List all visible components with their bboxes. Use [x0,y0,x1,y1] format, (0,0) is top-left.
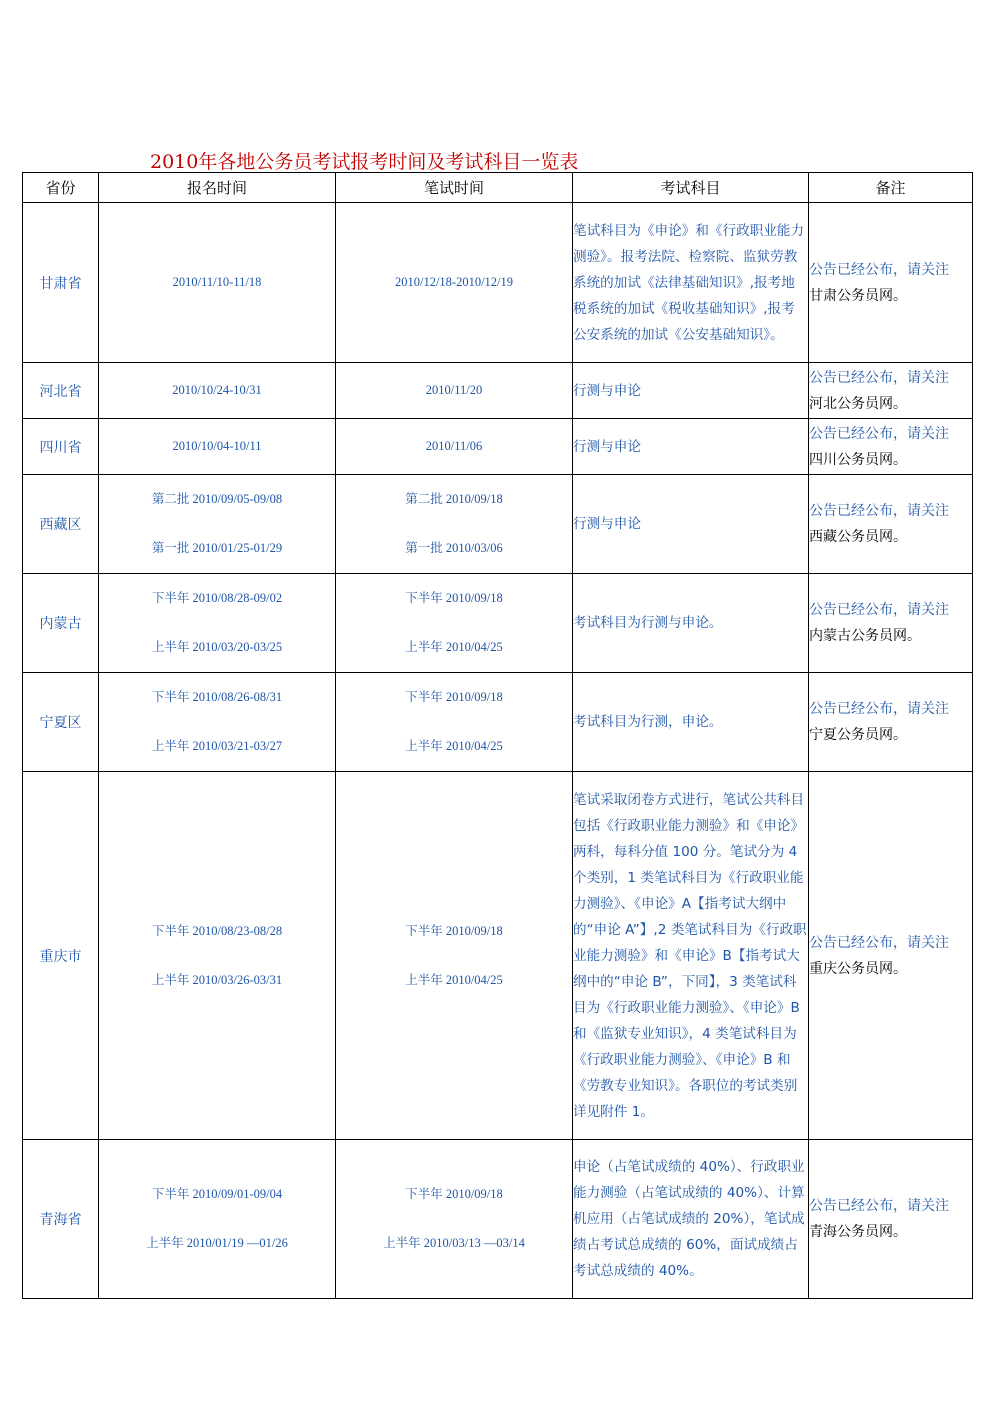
notes-cell [809,475,973,574]
note-announcement: 公告已经公布，请关注 [809,1198,949,1214]
exam-subjects-cell: 申论（占笔试成绩的 40%）、行政职业能力测验（占笔试成绩的 40%）、计算机应用（占笔试成绩的 20%），笔试成绩占考试总成绩的 60%，面试成绩占考试总成绩的 40%。 [573,1140,809,1299]
header-notes: 备注 [809,173,973,203]
registration-time-cell [99,574,336,673]
note-website: 河北公务员网。 [809,395,907,412]
exam-subjects-cell: 考试科目为行测与申论。 [573,574,809,673]
table-row [23,475,973,574]
province-cell: 青海省 [23,1140,99,1299]
note-website: 内蒙古公务员网。 [809,628,921,644]
written-exam-date: 2010/11/06 [425,439,483,453]
notes-cell [809,673,973,772]
note-announcement: 公告已经公布，请关注 [809,369,949,386]
exam-subjects-cell: 笔试采取闭卷方式进行，笔试公共科目包括《行政职业能力测验》和《申论》两科，每科分值 100 分。笔试分为 4 个类别，1 类笔试科目为《行政职业能力测验》、《申论》A【指考试大纲中的“申论 A”】,2 类笔试科目为《行政职业能力测验》和《申论》B【指考试大纲中的“申论 B”，下同】，3 类笔试科目为《行政职业能力测验》、《申论》B 和《监狱专业知识》，4 类笔试科目为《行政职业能力测验》、《申论》B 和《劳教专业知识》。各职位的考试类别详见附件 1。 [573,772,809,1140]
written-exam-date: 上半年 2010/04/25 [405,739,503,753]
written-exam-date: 下半年 2010/09/18 [405,591,503,605]
province-cell: 四川省 [23,419,99,475]
notes-cell [809,1140,973,1299]
written-exam-time-cell [336,574,573,673]
notes-cell [809,574,973,673]
registration-time-cell [99,203,336,363]
exam-subjects-cell: 行测与申论 [573,363,809,419]
written-exam-time-cell [336,363,573,419]
note-announcement: 公告已经公布，请关注 [809,425,949,442]
table-row [23,574,973,673]
registration-date: 下半年 2010/08/23-08/28 [151,923,283,938]
note-website: 甘肃公务员网。 [809,287,907,304]
notes-cell [809,363,973,419]
province-cell: 宁夏区 [23,673,99,772]
registration-time-cell [99,772,336,1140]
written-exam-date: 第一批 2010/03/06 [405,541,503,555]
exam-schedule-table [22,172,973,1299]
written-exam-date: 上半年 2010/03/13 —03/14 [383,1236,525,1250]
written-exam-time-cell [336,772,573,1140]
written-exam-time-cell [336,203,573,363]
written-exam-date: 下半年 2010/09/18 [405,690,503,704]
note-announcement: 公告已经公布，请关注 [809,503,949,519]
written-exam-date: 上半年 2010/04/25 [405,972,503,987]
registration-date: 下半年 2010/08/28-09/02 [151,591,283,605]
registration-date: 2010/10/24-10/31 [172,383,262,397]
note-website: 四川公务员网。 [809,451,907,468]
province-cell: 内蒙古 [23,574,99,673]
registration-date: 上半年 2010/03/26-03/31 [151,972,283,987]
header-exam-subjects: 考试科目 [573,173,809,203]
note-website: 青海公务员网。 [809,1224,907,1240]
written-exam-date: 上半年 2010/04/25 [405,640,503,654]
registration-time-cell [99,1140,336,1299]
table-row [23,203,973,363]
registration-date: 第一批 2010/01/25-01/29 [151,541,283,555]
note-announcement: 公告已经公布，请关注 [809,934,949,951]
note-website: 西藏公务员网。 [809,529,907,545]
registration-date: 下半年 2010/08/26-08/31 [151,690,283,704]
province-cell: 河北省 [23,363,99,419]
province-cell: 重庆市 [23,772,99,1140]
written-exam-date: 第二批 2010/09/18 [405,492,503,506]
registration-time-cell [99,673,336,772]
header-registration-time: 报名时间 [99,173,336,203]
province-cell: 甘肃省 [23,203,99,363]
notes-cell [809,203,973,363]
written-exam-time-cell [336,475,573,574]
written-exam-date: 2010/11/20 [425,383,483,397]
registration-time-cell [99,419,336,475]
table-row [23,772,973,1140]
table-row [23,673,973,772]
registration-date: 上半年 2010/03/20-03/25 [151,640,283,654]
registration-date: 下半年 2010/09/01-09/04 [151,1187,283,1201]
header-province: 省份 [23,173,99,203]
note-announcement: 公告已经公布，请关注 [809,602,949,618]
written-exam-date: 下半年 2010/09/18 [405,1187,503,1201]
exam-subjects-cell: 考试科目为行测，申论。 [573,673,809,772]
written-exam-time-cell [336,1140,573,1299]
written-exam-date: 下半年 2010/09/18 [405,923,503,938]
exam-subjects-cell: 笔试科目为《申论》和《行政职业能力测验》。报考法院、检察院、监狱劳教系统的加试《法律基础知识》,报考地税系统的加试《税收基础知识》,报考公安系统的加试《公安基础知识》。 [573,203,809,363]
written-exam-time-cell [336,673,573,772]
header-row [23,173,973,203]
notes-cell [809,772,973,1140]
province-cell: 西藏区 [23,475,99,574]
header-written-exam-time: 笔试时间 [336,173,573,203]
registration-date: 2010/10/04-10/11 [172,439,262,453]
table-row [23,1140,973,1299]
written-exam-time-cell [336,419,573,475]
registration-date: 第二批 2010/09/05-09/08 [151,492,283,506]
page-title: 2010年各地公务员考试报考时间及考试科目一览表 [150,151,579,173]
registration-date: 上半年 2010/01/19 —01/26 [146,1236,288,1250]
table-row [23,363,973,419]
registration-date: 2010/11/10-11/18 [172,275,262,289]
note-website: 宁夏公务员网。 [809,727,907,743]
written-exam-date: 2010/12/18-2010/12/19 [394,275,514,289]
table-row [23,419,973,475]
note-announcement: 公告已经公布，请关注 [809,261,949,278]
note-announcement: 公告已经公布，请关注 [809,701,949,717]
registration-date: 上半年 2010/03/21-03/27 [151,739,283,753]
registration-time-cell [99,363,336,419]
notes-cell [809,419,973,475]
exam-subjects-cell: 行测与申论 [573,475,809,574]
note-website: 重庆公务员网。 [809,960,907,977]
registration-time-cell [99,475,336,574]
exam-subjects-cell: 行测与申论 [573,419,809,475]
